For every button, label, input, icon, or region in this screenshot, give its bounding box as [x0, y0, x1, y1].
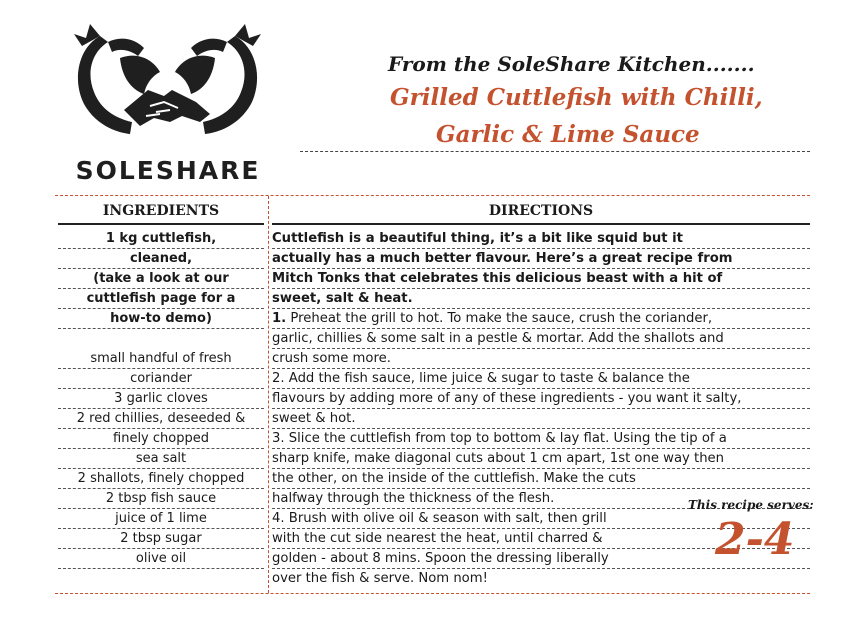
kitchen-heading: From the SoleShare Kitchen....... [388, 52, 755, 76]
ingredient-row: 2 shallots, finely chopped [58, 469, 264, 489]
direction-text: actually has a much better flavour. Here’s a great recipe from [272, 251, 733, 266]
ingredient-row: coriander [58, 369, 264, 389]
table-top-border [55, 195, 810, 196]
direction-text: over the fish & serve. Nom nom! [272, 571, 488, 586]
direction-line [272, 429, 810, 449]
direction-line [272, 449, 810, 469]
ingredient-row: cleaned, [58, 249, 264, 269]
recipe-title-line-2: Garlic & Lime Sauce [436, 121, 700, 148]
serves-value: 2-4 [715, 514, 795, 565]
title-divider [300, 151, 810, 152]
direction-text: golden - about 8 mins. Spoon the dressing liberally [272, 551, 609, 566]
ingredient-row: (take a look at our [58, 269, 264, 289]
direction-text: sharp knife, make diagonal cuts about 1 cm apart, 1st one way then [272, 451, 725, 466]
directions-heading: DIRECTIONS [272, 203, 810, 225]
ingredient-row: juice of 1 lime [58, 509, 264, 529]
direction-text: crush some more. [272, 351, 391, 366]
ingredients-heading: INGREDIENTS [58, 203, 264, 225]
direction-line [272, 469, 810, 489]
soleshare-logo [60, 18, 275, 183]
ingredient-row: cuttlefish page for a [58, 289, 264, 309]
direction-line [272, 309, 810, 329]
ingredient-row: sea salt [58, 449, 264, 469]
direction-text: flavours by adding more of any of these ingredients - you want it salty, [272, 391, 742, 406]
direction-text: 3. Slice the cuttlefish from top to bottom & lay flat. Using the tip of a [272, 431, 727, 446]
direction-text: halfway through the thickness of the flesh. [272, 491, 555, 506]
direction-line [272, 369, 810, 389]
direction-text: sweet & hot. [272, 411, 356, 426]
ingredient-row: 2 tbsp fish sauce [58, 489, 264, 509]
fish-handshake-icon [60, 18, 275, 158]
ingredient-row: 3 garlic cloves [58, 389, 264, 409]
direction-text: garlic, chillies & some salt in a pestle & mortar. Add the shallots and [272, 331, 724, 346]
ingredient-row: olive oil [58, 549, 264, 569]
ingredient-row: how-to demo) [58, 309, 264, 329]
direction-text: 2. Add the fish sauce, lime juice & sugar to taste & balance the [272, 371, 690, 386]
direction-line [272, 349, 810, 369]
logo-wordmark: SOLESHARE [75, 156, 261, 185]
ingredient-row: finely chopped [58, 429, 264, 449]
ingredient-row: 2 red chillies, deseeded & [58, 409, 264, 429]
ingredient-row: 2 tbsp sugar [58, 529, 264, 549]
direction-text: 4. Brush with olive oil & season with salt, then grill [272, 511, 607, 526]
ingredient-row [58, 329, 264, 349]
table-bottom-border [55, 593, 810, 594]
ingredients-list [58, 229, 264, 569]
direction-text: sweet, salt & heat. [272, 291, 413, 306]
step-number: 1. [272, 311, 287, 326]
direction-text: Mitch Tonks that celebrates this delicious beast with a hit of [272, 271, 723, 286]
ingredient-row: small handful of fresh [58, 349, 264, 369]
direction-line [272, 289, 810, 309]
serves-label: This recipe serves: [688, 498, 814, 512]
direction-text: Preheat the grill to hot. To make the sauce, crush the coriander, [286, 311, 713, 326]
recipe-title-line-1: Grilled Cuttlefish with Chilli, [390, 84, 763, 111]
direction-text: with the cut side nearest the heat, until charred & [272, 531, 603, 546]
column-divider [268, 196, 269, 593]
direction-line [272, 569, 810, 589]
direction-text: the other, on the inside of the cuttlefish. Make the cuts [272, 471, 636, 486]
direction-line [272, 329, 810, 349]
direction-line [272, 269, 810, 289]
direction-line [272, 249, 810, 269]
direction-text: Cuttlefish is a beautiful thing, it’s a bit like squid but it [272, 231, 683, 246]
direction-line [272, 229, 810, 249]
ingredient-row: 1 kg cuttlefish, [58, 229, 264, 249]
direction-line [272, 409, 810, 429]
direction-line [272, 389, 810, 409]
